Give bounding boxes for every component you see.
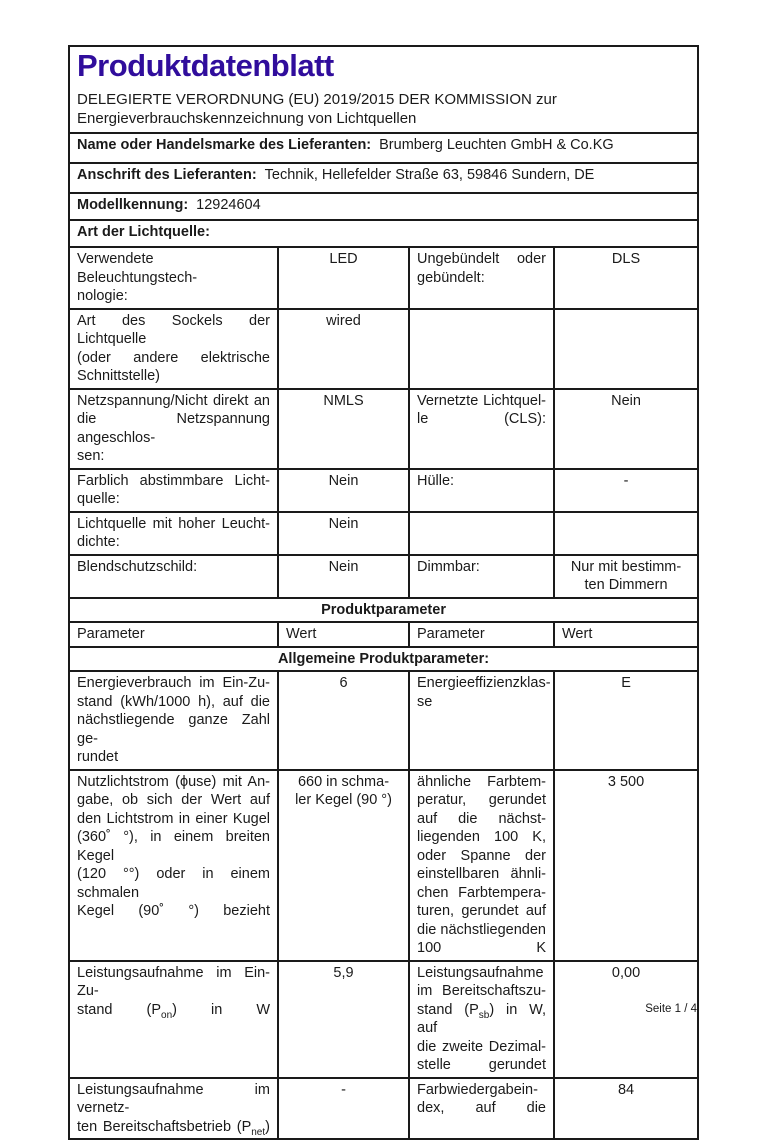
value-cell: 5,9 [278, 961, 409, 1078]
table-row [69, 389, 698, 469]
value-cell: - [278, 1078, 409, 1140]
value-cell: LED [278, 247, 409, 309]
datasheet-table [68, 45, 699, 1140]
value-cell: E [554, 671, 698, 770]
param-cell: Vernetzte Lichtquel- le (CLS): [409, 389, 554, 469]
supplier-name-value: Brumberg Leuchten GmbH & Co.KG [379, 137, 614, 153]
value-cell: Nein [278, 512, 409, 555]
value-cell: 660 in schma- ler Kegel (90 °) [278, 770, 409, 961]
light-source-heading: Art der Lichtquelle: [77, 224, 210, 240]
value-cell: wired [278, 309, 409, 389]
param-cell: Ungebündelt oder gebündelt: [409, 247, 554, 309]
param-cell: Nutzlichtstrom (ϕuse) mit An- gabe, ob sich der Wert auf den Lichtstrom in einer Kugel (360˚ °), in einem breiten Kegel (120 °°) oder in einem schmalen Kegel (90˚ °) bezieht [69, 770, 278, 961]
param-cell [409, 309, 554, 389]
param-cell: Energieeffizienzklas- se [409, 671, 554, 770]
param-cell: Leistungsaufnahme im Ein-Zu- stand $(P_{on})$ in W [69, 961, 278, 1078]
table-row [69, 555, 698, 598]
table-row [69, 671, 698, 770]
param-cell: Leistungsaufnahme im Bereitschaftszu- stand $(P_{sb})$ in W, auf die zweite Dezimal- stelle gerundet [409, 961, 554, 1078]
value-cell: - [554, 469, 698, 512]
supplier-address-row [69, 163, 698, 193]
table-row [69, 512, 698, 555]
title-block-row [69, 46, 698, 133]
param-cell: ähnliche Farbtem- peratur, gerundet auf die nächst- liegenden 100 K, oder Spanne der einstellbaren ähnli- chen Farbtempera- turen, gerundet auf die nächstliegenden 100 K [409, 770, 554, 961]
column-header: Wert [554, 622, 698, 647]
value-cell [554, 309, 698, 389]
table-row [69, 309, 698, 389]
model-id-label: Modellkennung: [77, 197, 189, 213]
value-cell: 3 500 [554, 770, 698, 961]
param-cell: Verwendete Beleuchtungstech- nologie: [69, 247, 278, 309]
page-title: Produktdatenblatt [77, 48, 334, 83]
value-cell [554, 512, 698, 555]
value-cell: Nein [278, 469, 409, 512]
title-block [69, 46, 698, 133]
column-header: Parameter [409, 622, 554, 647]
regulation-subtitle: DELEGIERTE VERORDNUNG (EU) 2019/2015 DER KOMMISSION zur Energieverbrauchskennzeichnung von Lichtquellen [77, 91, 557, 127]
param-cell: Dimmbar: [409, 555, 554, 598]
section-header-row [69, 647, 698, 672]
value-cell: Nur mit bestimm- ten Dimmern [554, 555, 698, 598]
model-id-row [69, 193, 698, 220]
value-cell: 0,00 [554, 961, 698, 1078]
table-row [69, 247, 698, 309]
section-produktparameter: Produktparameter [69, 598, 698, 623]
supplier-address-label: Anschrift des Lieferanten: [77, 167, 257, 183]
param-cell [409, 512, 554, 555]
value-cell: Nein [278, 555, 409, 598]
model-id-value: 12924604 [196, 197, 261, 213]
value-cell: 84 [554, 1078, 698, 1140]
value-cell: 6 [278, 671, 409, 770]
param-cell: Blendschutzschild: [69, 555, 278, 598]
param-cell: Netzspannung/Nicht direkt an die Netzspannung angeschlos- sen: [69, 389, 278, 469]
param-cell: Art des Sockels der Lichtquelle (oder andere elektrische Schnittstelle) [69, 309, 278, 389]
param-cell: Energieverbrauch im Ein-Zu- stand (kWh/1000 h), auf die nächstliegende ganze Zahl ge- rundet [69, 671, 278, 770]
value-cell: DLS [554, 247, 698, 309]
table-row [69, 770, 698, 961]
supplier-address-value: Technik, Hellefelder Straße 63, 59846 Sundern, DE [264, 167, 595, 183]
column-header: Parameter [69, 622, 278, 647]
supplier-name-row [69, 133, 698, 163]
param-cell: Farbwiedergabein- dex, auf die [409, 1078, 554, 1140]
column-header-row [69, 622, 698, 647]
section-header-row [69, 598, 698, 623]
param-cell: Farblich abstimmbare Licht- quelle: [69, 469, 278, 512]
section-allgemeine-produktparameter: Allgemeine Produktparameter: [69, 647, 698, 672]
value-cell: NMLS [278, 389, 409, 469]
param-cell: Lichtquelle mit hoher Leucht- dichte: [69, 512, 278, 555]
param-cell: Leistungsaufnahme im vernetz- ten Bereitschaftsbetrieb $(P_{net})$ [69, 1078, 278, 1140]
column-header: Wert [278, 622, 409, 647]
value-cell: Nein [554, 389, 698, 469]
page-number: Seite 1 / 4 [645, 1003, 697, 1015]
param-cell: Hülle: [409, 469, 554, 512]
table-row [69, 1078, 698, 1140]
light-source-heading-row [69, 220, 698, 247]
table-row [69, 469, 698, 512]
supplier-name-label: Name oder Handelsmarke des Lieferanten: [77, 137, 372, 153]
table-row [69, 961, 698, 1078]
